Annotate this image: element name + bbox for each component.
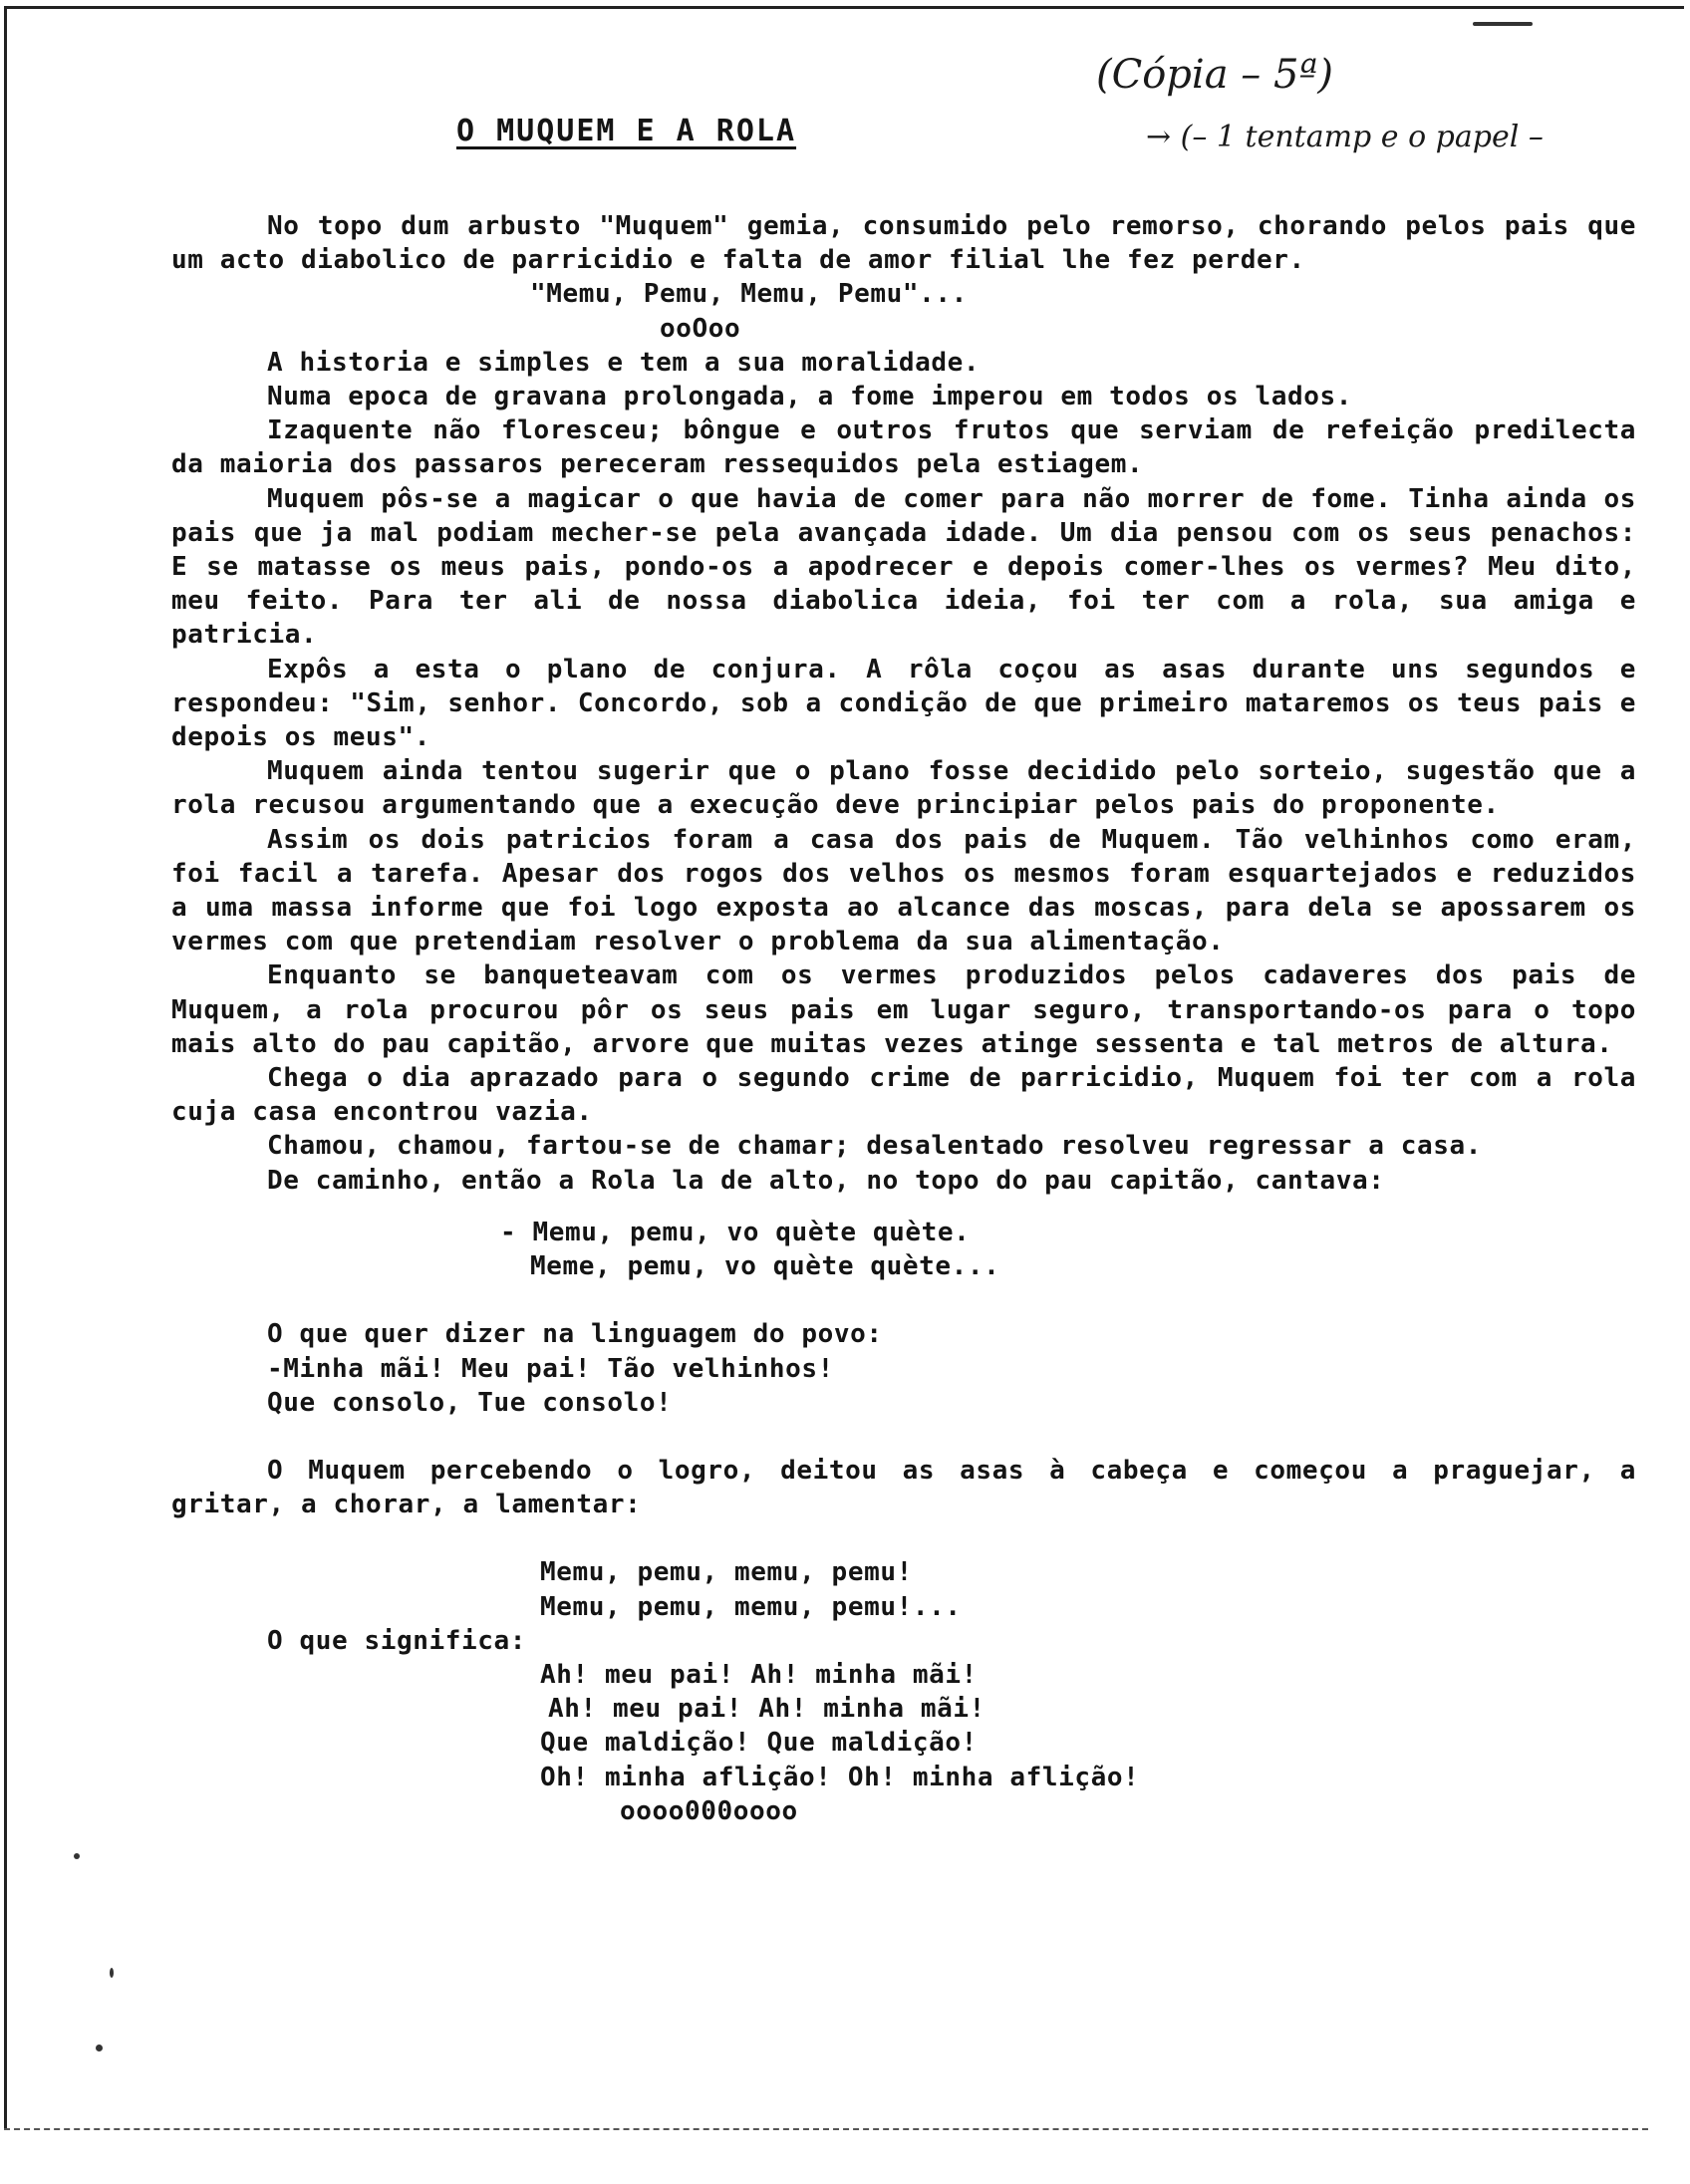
separator-end: oooo000oooo	[620, 1795, 798, 1826]
document-body	[171, 209, 1636, 1828]
paragraph-5: Muquem pôs-se a magicar o que havia de comer para não morrer de fome. Tinha ainda os pais que ja mal podiam mecher-se pela avançada idade. Um dia pensou com os seus penachos: E se matasse os meus pais, pondo-os a apodrecer e depois comer-lhes os vermes? Meu dito, meu feito. Para ter ali de nossa diabolica ideia, foi ter com a rola, sua amiga e patricia.	[171, 483, 1636, 651]
handwritten-note-arrow: → (– 1 tentamp e o papel –	[1146, 120, 1544, 154]
song-verse-2: Meme, pemu, vo quète quète...	[530, 1251, 1000, 1282]
paragraph-3: Numa epoca de gravana prolongada, a fome imperou em todos os lados.	[267, 382, 1352, 412]
lament-line-2: Memu, pemu, memu, pemu!...	[540, 1591, 962, 1622]
paragraph-13: O Muquem percebendo o logro, deitou as asas à cabeça e começou a praguejar, a gritar, a chorar, a lamentar:	[171, 1455, 1636, 1520]
page-border-bottom	[4, 2128, 1648, 2130]
paragraph-6: Expôs a esta o plano de conjura. A rôla coçou as asas durante uns segundos e respondeu: "Sim, senhor. Concordo, sob a condição de que primeiro mataremos os teus pais e depois os meus".	[171, 654, 1636, 753]
ink-speck	[1473, 22, 1533, 26]
meaning-line-2: Que consolo, Tue consolo!	[267, 1387, 673, 1418]
song-verse-1: - Memu, pemu, vo quète quète.	[500, 1217, 971, 1247]
separator-1: ooOoo	[660, 313, 741, 344]
paragraph-1: No topo dum arbusto "Muquem" gemia, consumido pelo remorso, chorando pelos pais que um acto diabolico de parricidio e falta de amor filial lhe fez perder.	[171, 211, 1636, 276]
paragraph-8: Assim os dois patricios foram a casa dos pais de Muquem. Tão velhinhos como eram, foi facil a tarefa. Apesar dos rogos dos velhos os mesmos foram esquartejados e reduzidos a uma massa informe que foi logo exposta ao alcance das moscas, para dela se apossarem os vermes com que pretendiam resolver o problema da sua alimentação.	[171, 824, 1636, 957]
paragraph-9: Enquanto se banqueteavam com os vermes produzidos pelos cadaveres dos pais de Muquem, a rola procurou pôr os seus pais em lugar seguro, transportando-os para o topo mais alto do pau capitão, arvore que muitas vezes atinge sessenta e tal metros de altura.	[171, 960, 1636, 1059]
significance-line-4: Oh! minha aflição! Oh! minha aflição!	[540, 1762, 1140, 1792]
lament-line-1: Memu, pemu, memu, pemu!	[540, 1557, 913, 1588]
significance-intro: O que significa:	[267, 1625, 527, 1656]
significance-line-2: Ah! meu pai! Ah! minha mãi!	[548, 1694, 986, 1725]
page-border-top	[4, 6, 1684, 9]
paragraph-11: Chamou, chamou, fartou-se de chamar; desalentado resolveu regressar a casa.	[267, 1131, 1482, 1162]
ink-speck	[74, 1853, 80, 1859]
significance-line-1: Ah! meu pai! Ah! minha mãi!	[540, 1659, 978, 1690]
ink-speck	[96, 2045, 103, 2051]
meaning-intro: O que quer dizer na linguagem do povo:	[267, 1319, 883, 1350]
ink-speck	[110, 1968, 114, 1978]
paragraph-12: De caminho, então a Rola la de alto, no topo do pau capitão, cantava:	[267, 1165, 1385, 1196]
paragraph-10: Chega o dia aprazado para o segundo crime de parricidio, Muquem foi ter com a rola cuja casa encontrou vazia.	[171, 1063, 1636, 1128]
paragraph-4: Izaquente não floresceu; bôngue e outros frutos que serviam de refeição predilecta da maioria dos passaros pereceram ressequidos pela estiagem.	[171, 415, 1636, 480]
page-border-left	[4, 6, 7, 2128]
significance-line-3: Que maldição! Que maldição!	[540, 1728, 978, 1759]
chant-line: "Memu, Pemu, Memu, Pemu"...	[530, 279, 968, 310]
document-title: O MUQUEM E A ROLA	[456, 114, 797, 148]
paragraph-7: Muquem ainda tentou sugerir que o plano fosse decidido pelo sorteio, sugestão que a rola recusou argumentando que a execução deve principiar pelos pais do proponente.	[171, 756, 1636, 821]
handwritten-note-copy: (Cópia – 5ª)	[1096, 52, 1334, 98]
paragraph-2: A historia e simples e tem a sua moralidade.	[267, 347, 981, 378]
meaning-line-1: -Minha mãi! Meu pai! Tão velhinhos!	[267, 1353, 834, 1384]
